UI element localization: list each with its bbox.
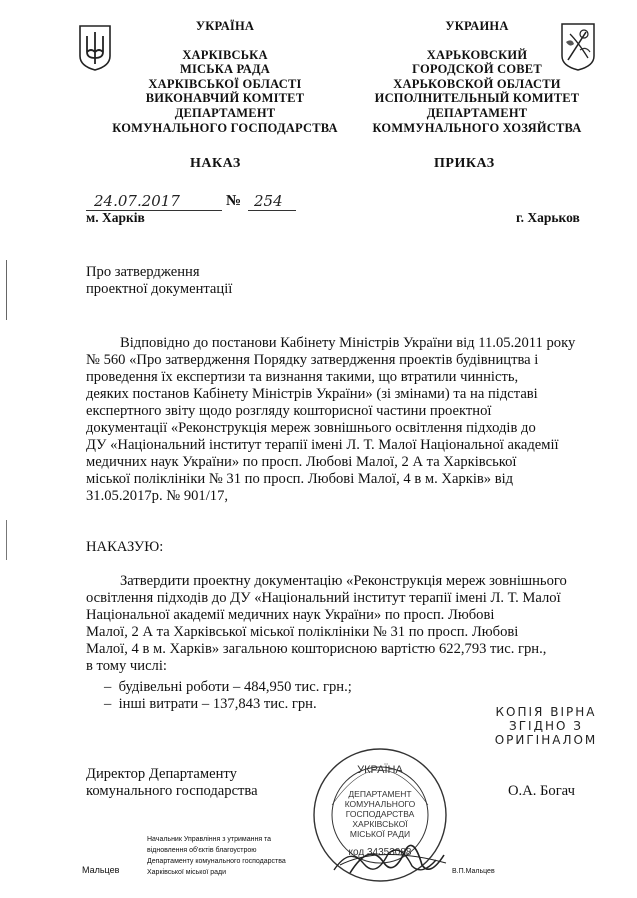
header-left-line: КОМУНАЛЬНОГО ГОСПОДАРСТВА	[112, 120, 338, 135]
header-left-line: ХАРКІВСЬКОЇ ОБЛАСТІ	[148, 76, 302, 91]
cost-list	[104, 679, 352, 713]
preamble-paragraph	[86, 335, 592, 505]
round-stamp-top: УКРАЇНА	[357, 764, 403, 776]
number-sign: №	[226, 193, 242, 209]
header-left-line: ВИКОНАВЧИЙ КОМІТЕТ	[145, 91, 305, 106]
header-right-line: ГОРОДСКОЙ СОВЕТ	[412, 62, 542, 77]
header-left	[105, 19, 345, 135]
header-left-line: МІСЬКА РАДА	[179, 62, 271, 77]
list-item: – будівельні роботи – 484,950 тис. грн.;	[104, 679, 352, 695]
list-item: – інші витрати – 137,843 тис. грн.	[104, 696, 317, 712]
header-left-line: ДЕПАРТАМЕНТ	[174, 105, 276, 120]
header-right-line: ДЕПАРТАМЕНТ	[426, 105, 528, 120]
decision-line: Національної академії медичних наук України» по просп. Любові	[86, 607, 495, 623]
subject-line: Про затвердження	[86, 264, 200, 280]
header-right	[362, 19, 592, 135]
list-item-text: будівельні роботи – 484,950 тис. грн.;	[118, 679, 352, 695]
order-number: 254	[254, 192, 283, 210]
order-date: 24.07.2017	[94, 192, 180, 210]
header-right-line: ХАРЬКОВСКОЙ ОБЛАСТИ	[393, 76, 561, 91]
copy-stamp-line: ЗГІДНО З	[509, 719, 583, 733]
preamble-line: проведення їх експертизи та визнання такими, що втратили чинність,	[86, 369, 519, 385]
executor-name: Мальцев	[82, 865, 120, 875]
order-title-left: НАКАЗ	[190, 156, 241, 171]
preamble-line: ДУ «Національний інститут терапії імені Л. Т. Малої Національної академії	[86, 437, 559, 453]
scan-edge-mark	[6, 260, 7, 320]
preamble-line: деяких постанов Кабінету Міністрів України» (зі змінами) та на підставі	[86, 386, 538, 402]
order-word: НАКАЗУЮ:	[86, 539, 164, 555]
header-right-line: ХАРЬКОВСКИЙ	[426, 47, 528, 62]
round-stamp-line: КОМУНАЛЬНОГО	[344, 799, 416, 809]
decision-line: Затвердити проектну документацію «Реконструкція мереж зовнішнього	[120, 573, 567, 589]
decision-line: Малої, 2 А та Харківської міської поліклініки № 31 по просп. Любові	[86, 624, 519, 640]
order-title-right: ПРИКАЗ	[434, 156, 495, 171]
copy-stamp-line: КОПІЯ ВІРНА	[495, 705, 597, 719]
copy-stamp-line: ОРИГІНАЛОМ	[494, 733, 598, 747]
round-stamp-line: ХАРКІВСЬКОЇ	[352, 819, 408, 829]
approval-line: Департаменту комунального господарства	[147, 858, 286, 865]
scan-edge-mark	[6, 520, 7, 560]
header-right-country: УКРАИНА	[445, 19, 509, 33]
round-stamp-line: МІСЬКОЇ РАДИ	[349, 829, 411, 839]
decision-line: в тому числі:	[86, 658, 167, 674]
preamble-line: міської поліклініки № 31 по просп. Любові Малої, 4 в м. Харків» від	[86, 471, 514, 487]
header-left-country: УКРАЇНА	[195, 19, 255, 33]
header-right-line: КОММУНАЛЬНОГО ХОЗЯЙСТВА	[372, 120, 582, 135]
signatory-title-line: комунального господарства	[86, 783, 258, 799]
signatory-title	[86, 766, 258, 800]
approval-name: В.П.Мальцев	[452, 868, 495, 875]
signatory-title-line: Директор Департаменту	[86, 766, 237, 782]
preamble-line: 31.05.2017р. № 901/17,	[86, 488, 229, 504]
number-underline	[248, 210, 296, 211]
decision-line: освітлення підходів до ДУ «Національний інститут терапії імені Л. Т. Малої	[86, 590, 561, 606]
signatory-name: О.А. Богач	[508, 783, 575, 799]
decision-line: Малої, 4 в м. Харків» загальною кошторисною вартістю 622,793 тис. грн.,	[86, 641, 547, 657]
round-stamp-line: ДЕПАРТАМЕНТ	[348, 789, 412, 799]
approval-signature	[330, 840, 440, 880]
list-item-text: інші витрати – 137,843 тис. грн.	[118, 696, 317, 712]
header-left-line: ХАРКІВСЬКА	[182, 47, 268, 62]
approval-line: Харківської міської ради	[147, 869, 227, 876]
subject-line: проектної документації	[86, 281, 233, 297]
approval-block	[147, 834, 286, 878]
approval-line: Начальник Управління з утримання та	[147, 836, 272, 843]
header-right-line: ИСПОЛНИТЕЛЬНЫЙ КОМИТЕТ	[374, 91, 580, 106]
city-right: г. Харьков	[516, 210, 580, 225]
preamble-line: експертного звіту щодо розгляду кошторисної частини проектної	[86, 403, 492, 419]
approval-line: відновлення об'єктів благоустрою	[147, 847, 257, 854]
preamble-line: медичних наук України» по просп. Любові Малої, 2 А та Харківської	[86, 454, 517, 470]
subject	[86, 264, 232, 298]
round-stamp-line: ГОСПОДАРСТВА	[345, 809, 415, 819]
decision-paragraph	[86, 573, 592, 675]
copy-stamp	[486, 705, 606, 747]
city-left: м. Харків	[86, 210, 145, 225]
preamble-line: Відповідно до постанови Кабінету Міністрів України від 11.05.2011 року	[120, 335, 576, 351]
preamble-line: № 560 «Про затвердження Порядку затвердження проектів будівництва і	[86, 352, 539, 368]
preamble-line: документації «Реконструкція мереж зовнішнього освітлення підходів до	[86, 420, 536, 436]
round-stamp-code: код 34353088	[348, 847, 412, 858]
